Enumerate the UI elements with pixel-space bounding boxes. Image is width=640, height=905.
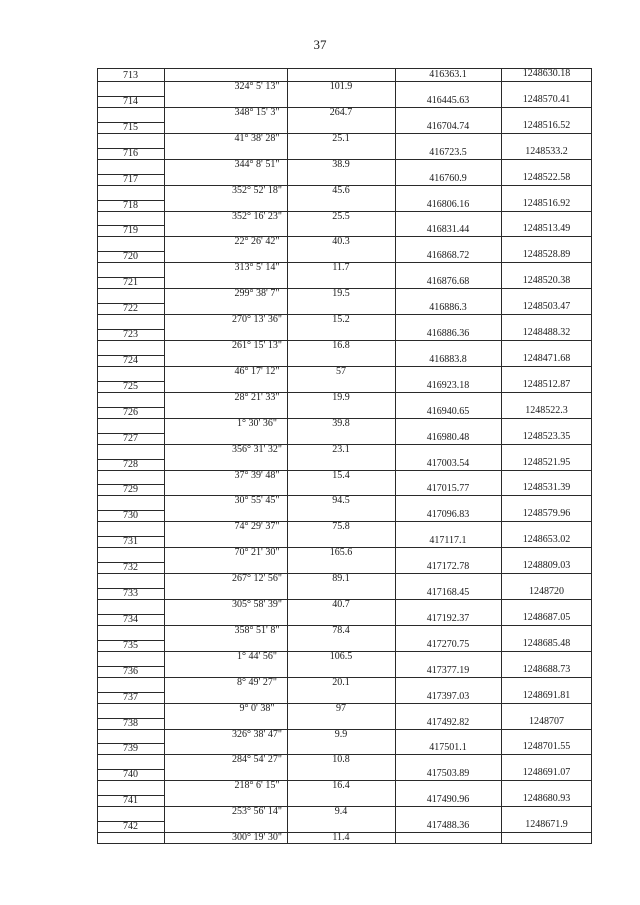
- coordinate-y: 1248522.3: [525, 404, 568, 416]
- coordinate-x: 416868.72: [426, 250, 470, 262]
- coordinate-x: 416876.68: [426, 276, 470, 288]
- segment-angle: 8° 49' 27": [237, 676, 277, 688]
- coordinate-x: 417172.78: [426, 561, 470, 573]
- segment-distance: 94.5: [332, 495, 350, 507]
- coordinate-y: 1248521.95: [522, 456, 571, 468]
- coordinate-x: 416831.44: [426, 224, 470, 236]
- segment-angle: 267° 12' 56": [232, 573, 282, 585]
- point-id: 718: [123, 199, 138, 211]
- segment-distance: 11.4: [332, 832, 350, 844]
- coordinate-y: 1248680.93: [522, 793, 571, 805]
- segment-angle: 22° 26' 42": [234, 236, 280, 248]
- segment-angle: 46° 17' 12": [234, 365, 280, 377]
- point-id: 720: [123, 251, 138, 263]
- segment-distance: 15.4: [332, 469, 350, 481]
- segment-angle: 305° 58' 39": [232, 599, 282, 610]
- coordinate-x: 416886.3: [429, 302, 467, 314]
- coordinate-x: 416723.5: [429, 146, 467, 158]
- segment-angle: 313° 5' 14": [234, 262, 280, 274]
- segment-angle: 352° 16' 23": [232, 210, 282, 222]
- point-id: 719: [123, 225, 138, 237]
- segment-angle: 70° 21' 30": [234, 547, 280, 559]
- coordinate-x: 417377.19: [426, 664, 470, 676]
- point-id: 740: [123, 769, 138, 781]
- point-id: 739: [123, 743, 138, 755]
- coordinate-y: 1248488.32: [522, 327, 571, 338]
- coordinate-y: 1248707: [529, 715, 564, 727]
- segment-distance: 19.5: [332, 288, 350, 300]
- point-id: 726: [123, 406, 138, 418]
- coordinate-y: 1248520.38: [522, 275, 571, 287]
- coordinate-y: 1248579.96: [522, 508, 571, 520]
- segment-distance: 89.1: [332, 573, 350, 585]
- segment-distance: 15.2: [332, 314, 350, 326]
- point-id: 727: [123, 432, 138, 444]
- coordinate-x: 416363.1: [429, 69, 467, 80]
- coordinate-x: 416760.9: [429, 172, 467, 184]
- segment-angle: 1° 30' 36": [237, 417, 277, 429]
- coordinate-y: 1248570.41: [522, 93, 571, 105]
- coordinate-y: 1248671.9: [525, 819, 568, 831]
- point-id: 734: [123, 613, 138, 625]
- coordinate-x: 417096.83: [426, 509, 470, 521]
- point-id: 730: [123, 510, 138, 522]
- coordinate-y: 1248809.03: [522, 560, 571, 572]
- segment-distance: 40.7: [332, 599, 350, 610]
- segment-angle: 344° 8' 51": [234, 158, 280, 170]
- segment-angle: 299° 38' 7": [234, 288, 280, 300]
- coordinate-y: 1248685.48: [522, 637, 571, 649]
- coordinates-table: [97, 68, 592, 844]
- coordinate-y: 1248533.2: [525, 145, 568, 157]
- coordinate-x: 416923.18: [426, 379, 470, 391]
- coordinate-y: 1248528.89: [522, 249, 571, 261]
- coordinate-y: 1248513.49: [522, 223, 571, 235]
- segment-distance: 57: [336, 365, 346, 377]
- segment-angle: 28° 21' 33": [234, 391, 280, 403]
- coordinate-x: 417117.1: [429, 535, 467, 547]
- coordinate-x: 416806.16: [426, 198, 470, 210]
- coordinate-y: 1248503.47: [522, 301, 571, 313]
- segment-angle: 30° 55' 45": [234, 495, 280, 507]
- point-id: 741: [123, 795, 138, 807]
- segment-angle: 37° 39' 48": [234, 469, 280, 481]
- coordinate-x: 417492.82: [426, 716, 470, 728]
- coordinate-x: 416940.65: [426, 405, 470, 417]
- coordinate-y: 1248630.18: [522, 68, 571, 79]
- coordinate-y: 1248512.87: [522, 378, 571, 390]
- segment-angle: 356° 31' 32": [232, 443, 282, 455]
- coordinate-x: 416886.36: [426, 328, 470, 339]
- point-id: 729: [123, 484, 138, 496]
- coordinate-y: 1248516.92: [522, 197, 571, 209]
- segment-distance: 78.4: [332, 624, 350, 636]
- coordinate-x: 417015.77: [426, 483, 470, 495]
- segment-distance: 25.5: [332, 210, 350, 222]
- point-id: 731: [123, 536, 138, 548]
- segment-angle: 348° 15' 3": [234, 106, 280, 118]
- coordinate-x: 417488.36: [426, 820, 470, 832]
- coordinate-y: 1248687.05: [522, 611, 571, 623]
- segment-distance: 39.8: [332, 417, 350, 429]
- segment-angle: 352° 52' 18": [232, 184, 282, 196]
- point-id: 714: [123, 95, 138, 107]
- coordinate-x: 416445.63: [426, 94, 470, 106]
- segment-angle: 284° 54' 27": [232, 754, 282, 766]
- segment-distance: 45.6: [332, 184, 350, 196]
- page-number: 37: [313, 37, 327, 52]
- segment-distance: 165.6: [329, 547, 353, 559]
- segment-angle: 326° 38' 47": [232, 728, 282, 740]
- point-id: 724: [123, 354, 138, 366]
- coordinate-y: 1248691.07: [522, 767, 571, 779]
- segment-angle: 324° 5' 13": [234, 81, 280, 92]
- segment-distance: 75.8: [332, 521, 350, 533]
- point-id: 736: [123, 665, 138, 677]
- segment-angle: 270° 13' 36": [232, 314, 282, 326]
- point-id: 721: [123, 277, 138, 289]
- segment-angle: 74° 29' 37": [234, 521, 280, 533]
- coordinate-x: 416704.74: [426, 120, 470, 132]
- coordinate-x: 417003.54: [426, 457, 470, 469]
- segment-distance: 264.7: [329, 106, 353, 118]
- coordinate-y: 1248701.55: [522, 741, 571, 753]
- point-id: 716: [123, 147, 138, 159]
- segment-distance: 10.8: [332, 754, 350, 766]
- point-id: 742: [123, 821, 138, 833]
- segment-distance: 16.8: [332, 340, 350, 351]
- coordinate-x: 417192.37: [426, 612, 470, 624]
- segment-distance: 101.9: [329, 81, 353, 92]
- segment-distance: 9.4: [334, 806, 348, 818]
- coordinate-x: 416883.8: [429, 353, 467, 365]
- point-id: 737: [123, 691, 138, 703]
- coordinate-y: 1248523.35: [522, 430, 571, 442]
- point-id: 713: [123, 70, 138, 81]
- point-id: 725: [123, 380, 138, 392]
- coordinate-y: 1248522.58: [522, 171, 571, 183]
- coordinate-y: 1248653.02: [522, 534, 571, 546]
- coordinate-x: 417168.45: [426, 587, 470, 598]
- coordinate-y: 1248516.52: [522, 119, 571, 131]
- segment-angle: 218° 6' 15": [234, 780, 280, 792]
- point-id: 735: [123, 639, 138, 651]
- point-id: 717: [123, 173, 138, 185]
- point-id: 728: [123, 458, 138, 470]
- coordinate-y: 1248471.68: [522, 352, 571, 364]
- coordinate-x: 417501.1: [429, 742, 467, 754]
- segment-distance: 25.1: [332, 132, 350, 144]
- segment-distance: 11.7: [332, 262, 350, 274]
- coordinate-y: 1248720: [529, 586, 564, 597]
- coordinate-y: 1248691.81: [522, 689, 571, 701]
- segment-distance: 40.3: [332, 236, 350, 248]
- coordinate-x: 416980.48: [426, 431, 470, 443]
- segment-distance: 97: [336, 702, 346, 714]
- point-id: 733: [123, 588, 138, 599]
- point-id: 722: [123, 303, 138, 315]
- segment-distance: 106.5: [329, 650, 353, 662]
- segment-angle: 300° 19' 30": [232, 832, 282, 844]
- coordinate-y: 1248688.73: [522, 663, 571, 675]
- coordinate-x: 417490.96: [426, 794, 470, 806]
- point-id: 715: [123, 121, 138, 133]
- segment-distance: 19.9: [332, 391, 350, 403]
- segment-distance: 9.9: [334, 728, 348, 740]
- coordinate-y: 1248531.39: [522, 482, 571, 494]
- segment-angle: 41° 38' 28": [234, 132, 280, 144]
- segment-distance: 16.4: [332, 780, 350, 792]
- coordinate-x: 417397.03: [426, 690, 470, 702]
- segment-angle: 1° 44' 56": [237, 650, 277, 662]
- segment-distance: 23.1: [332, 443, 350, 455]
- segment-distance: 20.1: [332, 676, 350, 688]
- point-id: 738: [123, 717, 138, 729]
- point-id: 732: [123, 562, 138, 574]
- segment-angle: 253° 56' 14": [232, 806, 282, 818]
- segment-angle: 358° 51' 8": [234, 624, 280, 636]
- coordinate-x: 417503.89: [426, 768, 470, 780]
- coordinate-x: 417270.75: [426, 638, 470, 650]
- point-id: 723: [123, 329, 138, 340]
- segment-distance: 38.9: [332, 158, 350, 170]
- segment-angle: 261° 15' 13": [232, 340, 282, 351]
- segment-angle: 9° 0' 38": [239, 702, 275, 714]
